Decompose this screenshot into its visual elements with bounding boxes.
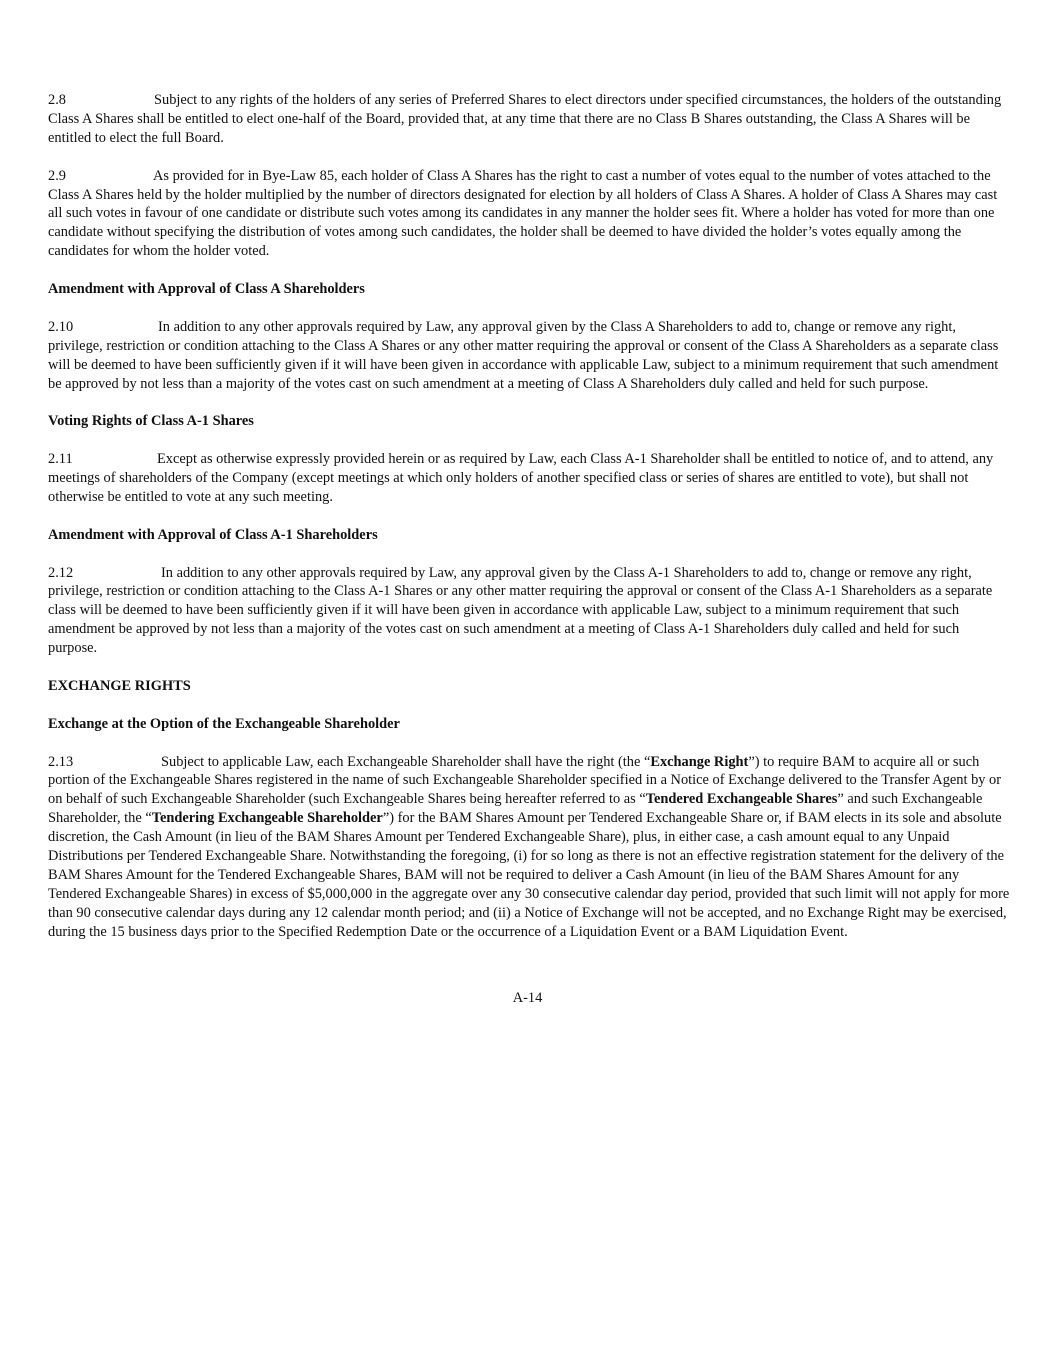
section-2-9 xyxy=(48,167,1010,262)
defined-term-exchange-right: Exchange Right xyxy=(650,753,749,770)
section-2-8 xyxy=(48,91,1010,148)
section-2-13 xyxy=(48,753,1010,942)
heading-exchange-option: Exchange at the Option of the Exchangeable Shareholder xyxy=(48,715,400,732)
section-number: 2.8 xyxy=(48,92,66,108)
heading-exchange-rights: EXCHANGE RIGHTS xyxy=(48,677,191,694)
section-text-part: ”) for the BAM Shares Amount per Tendered Exchangeable Share or, if BAM elects in its sole and absolute discretion, the Cash Amount (in lieu of the BAM Shares Amount per Tendered Exchangeable Share), plus, in either case, a cash amount equal to any Unpaid Distributions per Tendered Exchangeable Share. Notwithstanding the foregoing, (i) for so long as there is not an effective registration statement for the delivery of the BAM Shares Amount for the Tendered Exchangeable Shares, BAM will not be required to deliver a Cash Amount (in lieu of the BAM Shares Amount for any Tendered Exchangeable Shares) in excess of $5,000,000 in the aggregate over any 30 consecutive calendar day period, provided that such limit will not apply for more than 90 consecutive calendar days during any 12 calendar month period; and (ii) a Notice of Exchange will not be accepted, and no Exchange Right may be exercised, during the 15 business days prior to the Specified Redemption Date or the occurrence of a Liquidation Event or a BAM Liquidation Event. xyxy=(48,810,1010,940)
page-number: A-14 xyxy=(512,990,543,1006)
section-text: Except as otherwise expressly provided herein or as required by Law, each Class A-1 Shareholder shall be entitled to notice of, and to attend, any meetings of shareholders of the Company (except meetings at which only holders of another specified class or series of shares are entitled to vote), but shall not otherwise be entitled to vote at any such meeting. xyxy=(48,451,994,505)
section-text: Subject to any rights of the holders of any series of Preferred Shares to elect directors under specified circumstances, the holders of the outstanding Class A Shares shall be entitled to elect one-half of the Board, provided that, at any time that there are no Class B Shares outstanding, the Class A Shares will be entitled to elect the full Board. xyxy=(48,92,1002,146)
section-2-10 xyxy=(48,318,1010,394)
defined-term-tendering-exchangeable-shareholder: Tendering Exchangeable Shareholder xyxy=(151,810,383,827)
section-number: 2.9 xyxy=(48,167,66,184)
heading-amendment-class-a1: Amendment with Approval of Class A-1 Shareholders xyxy=(48,526,378,543)
section-text-part: ” and such Exchangeable Shareholder, the “ xyxy=(48,791,983,827)
section-text-part: ”) to require BAM to acquire all or such portion of the Exchangeable Shares registered in the name of such Exchangeable Shareholder specified in a Notice of Exchange delivered to the Transfer Agent by or on behalf of such Exchangeable Shareholder (such Exchangeable Shares being hereafter referred to as “ xyxy=(48,753,1002,808)
section-2-11 xyxy=(48,450,1010,507)
section-number: 2.10 xyxy=(48,318,74,335)
section-number: 2.12 xyxy=(48,564,74,581)
section-2-12 xyxy=(48,564,1010,659)
section-text: In addition to any other approvals required by Law, any approval given by the Class A-1 Shareholders to add to, change or remove any right, privilege, restriction or condition attaching to the Class A-1 Shares or any other matter requiring the approval or consent of the Class A-1 Shareholders as a separate class will be deemed to have been sufficiently given if it will have been given in accordance with applicable Law, subject to a minimum requirement that such amendment be approved by not less than a majority of the votes cast on such amendment at a meeting of Class A-1 Shareholders duly called and held for such purpose. xyxy=(48,564,993,657)
section-text-part: Subject to applicable Law, each Exchangeable Shareholder shall have the right (the “ xyxy=(161,753,651,770)
section-text: As provided for in Bye-Law 85, each holder of Class A Shares has the right to cast a number of votes equal to the number of votes attached to the Class A Shares held by the holder multiplied by the number of directors designated for election by all holders of Class A Shares. A holder of Class A Shares may cast all such votes in favour of one candidate or distribute such votes among its candidates in any manner the holder sees fit. Where a holder has voted for more than one candidate without specifying the distribution of votes among such candidates, the holder shall be deemed to have divided the holder’s votes equally among the candidates for whom the holder voted. xyxy=(48,167,998,260)
heading-amendment-class-a: Amendment with Approval of Class A Shareholders xyxy=(48,281,365,298)
section-text: In addition to any other approvals required by Law, any approval given by the Class A Shareholders to add to, change or remove any right, privilege, restriction or condition attaching to the Class A Shares or any other matter requiring the approval or consent of the Class A Shareholders as a separate class will be deemed to have been sufficiently given if it will have been given in accordance with applicable Law, subject to a minimum requirement that such amendment be approved by not less than a majority of the votes cast on such amendment at a meeting of Class A Shareholders duly called and held for such purpose. xyxy=(48,318,999,392)
document-page xyxy=(48,91,1010,961)
heading-voting-rights-class-a1: Voting Rights of Class A-1 Shares xyxy=(48,413,254,430)
section-number: 2.11 xyxy=(48,451,73,468)
section-number: 2.13 xyxy=(48,753,74,770)
defined-term-tendered-exchangeable-shares: Tendered Exchangeable Shares xyxy=(645,791,838,808)
